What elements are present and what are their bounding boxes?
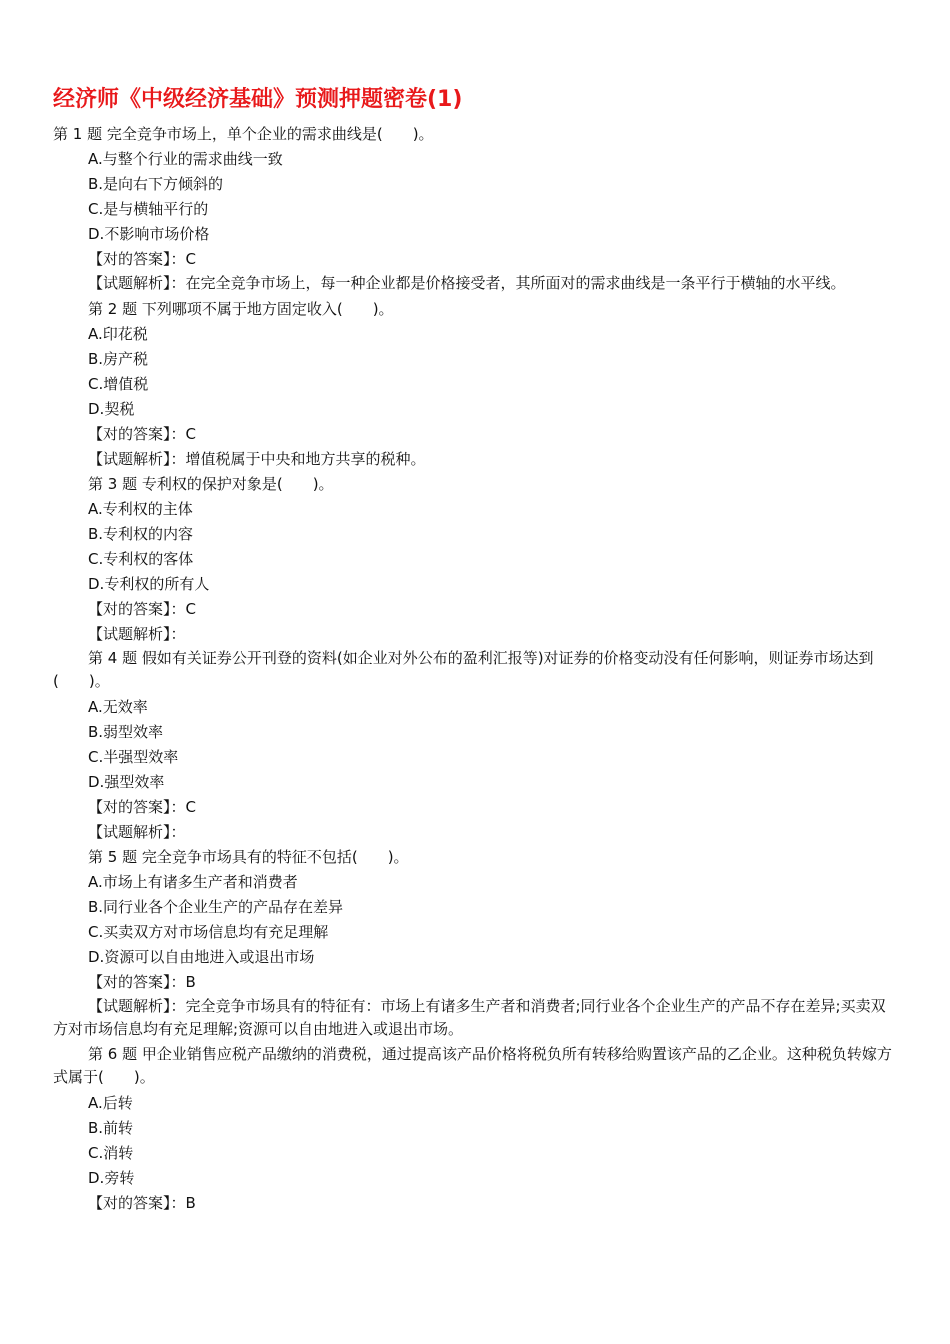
option-a: A.无效率 bbox=[88, 698, 148, 716]
question-stem: 第 6 题 甲企业销售应税产品缴纳的消费税，通过提高该产品价格将税负所有转移给购置该产品的乙企业。这种税负转嫁方式属于( )。 bbox=[53, 1045, 892, 1086]
option-d: D.强型效率 bbox=[88, 773, 165, 791]
analysis: 【试题解析】： bbox=[88, 625, 186, 643]
option-c: C.半强型效率 bbox=[88, 748, 179, 766]
option-b: B.是向右下方倾斜的 bbox=[88, 175, 224, 193]
question-stem: 第 1 题 完全竞争市场上，单个企业的需求曲线是( )。 bbox=[53, 125, 434, 143]
option-a: A.印花税 bbox=[88, 325, 148, 343]
answer: 【对的答案】：C bbox=[88, 798, 196, 816]
question-stem: 第 3 题 专利权的保护对象是( )。 bbox=[88, 475, 334, 493]
option-d: D.旁转 bbox=[88, 1169, 135, 1187]
question-stem: 第 2 题 下列哪项不属于地方固定收入( )。 bbox=[88, 300, 394, 318]
option-c: C.增值税 bbox=[88, 375, 149, 393]
option-b: B.同行业各个企业生产的产品存在差异 bbox=[88, 898, 344, 916]
option-b: B.房产税 bbox=[88, 350, 149, 368]
option-b: B.专利权的内容 bbox=[88, 525, 194, 543]
answer: 【对的答案】：C bbox=[88, 600, 196, 618]
question-stem: 第 4 题 假如有关证券公开刊登的资料(如企业对外公布的盈利汇报等)对证券的价格变动没有任何影响，则证券市场达到( )。 bbox=[53, 649, 874, 690]
option-a: A.后转 bbox=[88, 1094, 133, 1112]
option-d: D.资源可以自由地进入或退出市场 bbox=[88, 948, 315, 966]
option-c: C.专利权的客体 bbox=[88, 550, 194, 568]
option-a: A.市场上有诸多生产者和消费者 bbox=[88, 873, 298, 891]
option-a: A.专利权的主体 bbox=[88, 500, 193, 518]
document-page bbox=[53, 86, 898, 1216]
option-c: C.买卖双方对市场信息均有充足理解 bbox=[88, 923, 329, 941]
option-c: C.是与横轴平行的 bbox=[88, 200, 209, 218]
document-title: 经济师《中级经济基础》预测押题密卷(1) bbox=[53, 87, 463, 112]
option-d: D.不影响市场价格 bbox=[88, 225, 210, 243]
option-b: B.前转 bbox=[88, 1119, 134, 1137]
analysis: 【试题解析】： bbox=[88, 823, 186, 841]
answer: 【对的答案】：C bbox=[88, 250, 196, 268]
question-stem: 第 5 题 完全竞争市场具有的特征不包括( )。 bbox=[88, 848, 409, 866]
option-b: B.弱型效率 bbox=[88, 723, 164, 741]
analysis: 【试题解析】：完全竞争市场具有的特征有：市场上有诸多生产者和消费者;同行业各个企业生产的产品不存在差异;买卖双方对市场信息均有充足理解;资源可以自由地进入或退出市场。 bbox=[53, 997, 886, 1038]
analysis: 【试题解析】：在完全竞争市场上，每一种企业都是价格接受者，其所面对的需求曲线是一条平行于横轴的水平线。 bbox=[88, 274, 846, 292]
analysis: 【试题解析】：增值税属于中央和地方共享的税种。 bbox=[88, 450, 426, 468]
option-d: D.契税 bbox=[88, 400, 135, 418]
option-c: C.消转 bbox=[88, 1144, 134, 1162]
option-d: D.专利权的所有人 bbox=[88, 575, 210, 593]
answer: 【对的答案】：B bbox=[88, 1194, 196, 1212]
answer: 【对的答案】：C bbox=[88, 425, 196, 443]
answer: 【对的答案】：B bbox=[88, 973, 196, 991]
option-a: A.与整个行业的需求曲线一致 bbox=[88, 150, 283, 168]
